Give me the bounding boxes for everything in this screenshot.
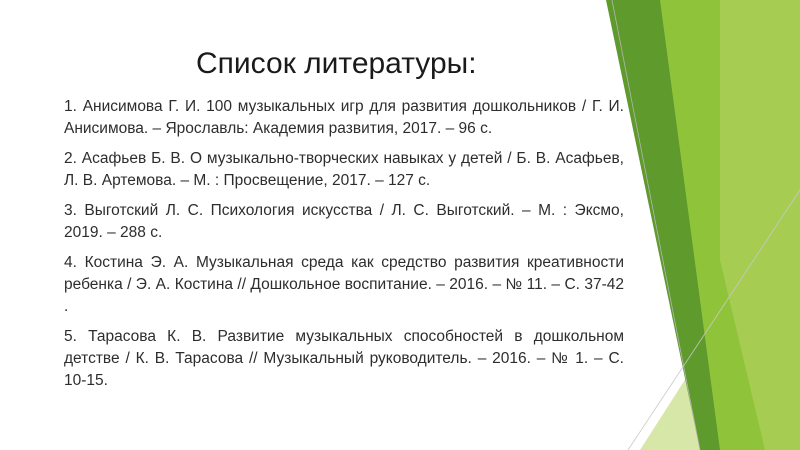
reference-item: 3. Выготский Л. С. Психология искусства / Л. С. Выготский. – М. : Эксмо, 2019. – 288 с. [64, 202, 624, 241]
page-title: Список литературы: [196, 47, 477, 80]
reference-item: 1. Анисимова Г. И. 100 музыкальных игр для развития дошкольников / Г. И. Анисимова. – Ярославль: Академия развития, 2017. – 96 с. [64, 98, 624, 137]
references-list [64, 96, 624, 400]
reference-item: 2. Асафьев Б. В. О музыкально-творческих навыках у детей / Б. В. Асафьев, Л. В. Артемова. – М. : Просвещение, 2017. – 127 с. [64, 150, 624, 189]
reference-item: 4. Костина Э. А. Музыкальная среда как средство развития креативности ребенка / Э. А. Костина // Дошкольное воспитание. – 2016. – № 11. – С. 37-42 . [64, 254, 624, 315]
reference-item: 5. Тарасова К. В. Развитие музыкальных способностей в дошкольном детстве / К. В. Тарасова // Музыкальный руководитель. – 2016. – № 1. – С. 10-15. [64, 328, 624, 389]
